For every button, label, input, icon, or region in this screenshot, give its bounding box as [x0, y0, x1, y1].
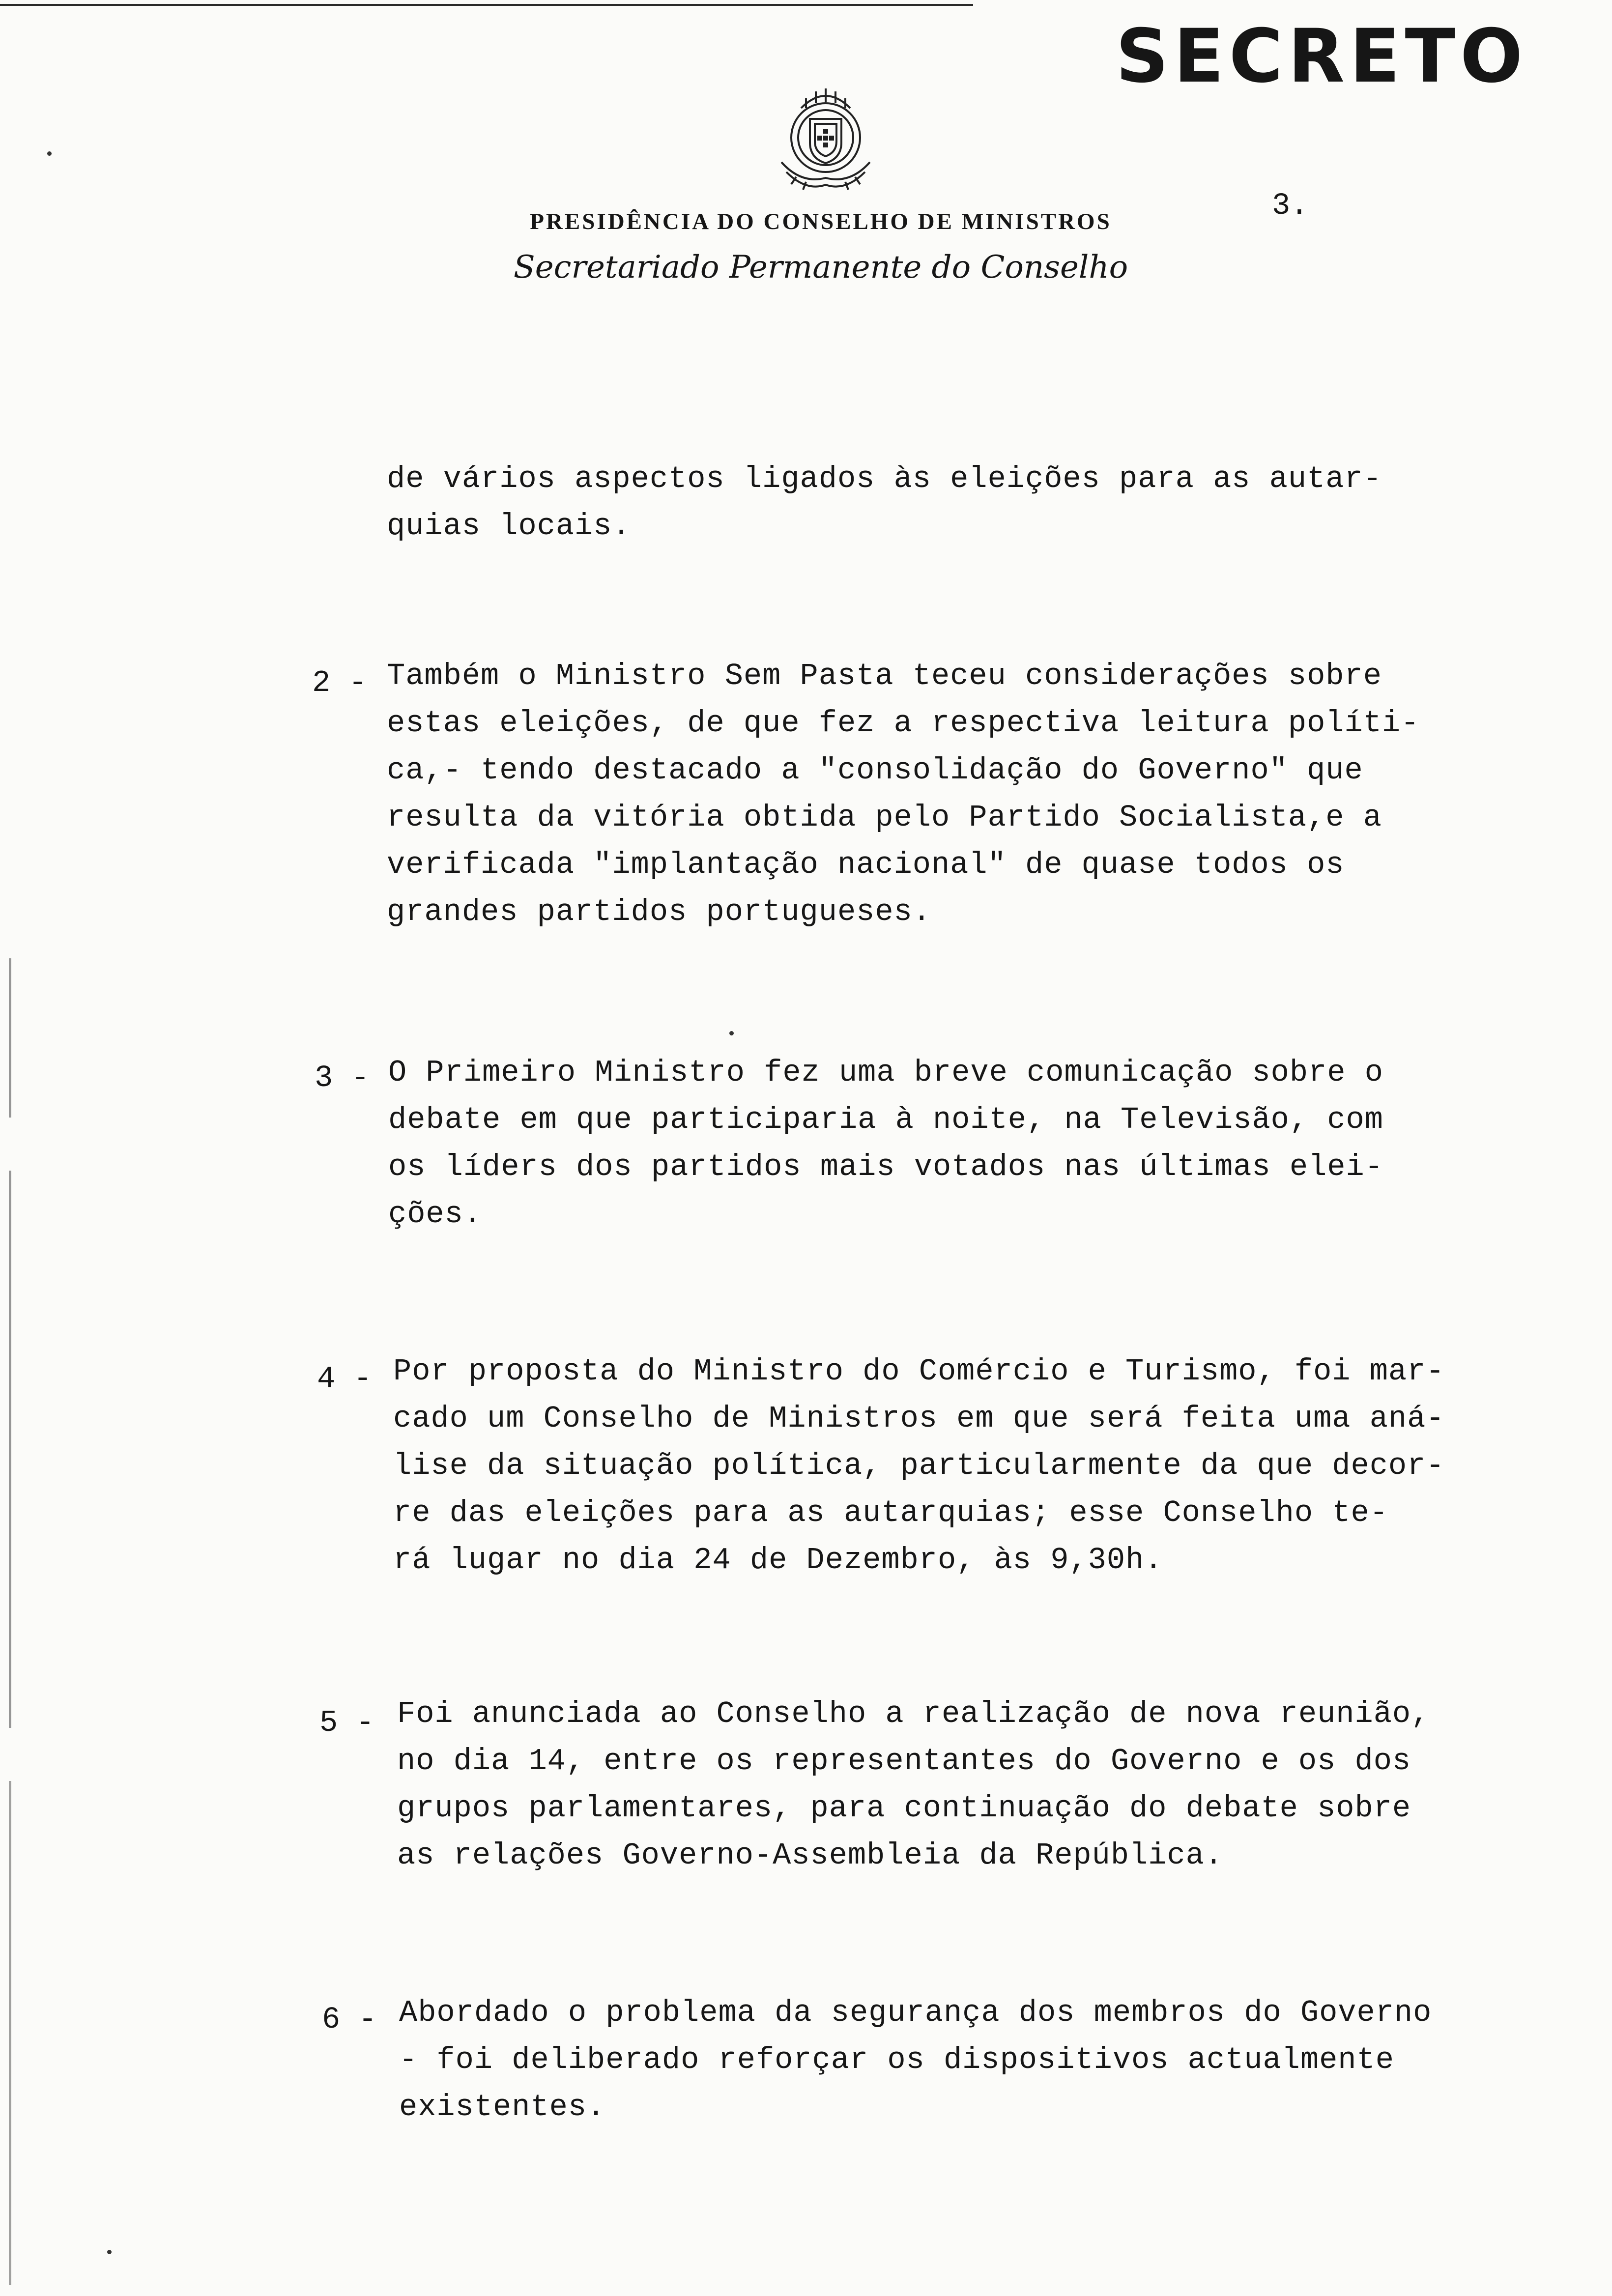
intro-paragraph: de vários aspectos ligados às eleições para as autar- quias locais. — [387, 461, 1382, 544]
scan-speck — [729, 1031, 734, 1035]
item-text: Abordado o problema da segurança dos membros do Governo - foi deliberado reforçar os dispositivos actualmente existentes. — [399, 1995, 1432, 2124]
portuguese-coat-of-arms-icon — [767, 74, 885, 197]
page-number: 3. — [1272, 188, 1309, 223]
item-number: 6 - — [322, 2002, 377, 2037]
item-number: 3 - — [315, 1061, 370, 1095]
item-number: 4 - — [317, 1361, 372, 1396]
header-subtitle: Secretariado Permanente do Conselho — [513, 249, 1128, 286]
header-title: PRESIDÊNCIA DO CONSELHO DE MINISTROS — [530, 209, 1112, 234]
item-text: O Primeiro Ministro fez uma breve comunicação sobre o debate em que participaria à noite, na Televisão, com os líders dos partidos mais votados nas últimas elei- ções. — [388, 1055, 1383, 1232]
scan-speck — [107, 2250, 112, 2254]
item-text: Foi anunciada ao Conselho a realização de nova reunião, no dia 14, entre os representantes do Governo e os dos grupos parlamentares, para continuação do debate sobre as relações Governo-Assembleia da República. — [397, 1696, 1430, 1873]
scan-speck — [47, 151, 52, 156]
classification-stamp: SECRETO — [1116, 14, 1528, 99]
item-number: 2 - — [312, 665, 367, 700]
scan-edge-artifact — [9, 958, 11, 2285]
item-number: 5 - — [319, 1705, 374, 1740]
top-rule — [0, 4, 973, 6]
item-text: Por proposta do Ministro do Comércio e Turismo, foi mar- cado um Conselho de Ministros em que será feita uma aná- lise da situação política, particularmente da que decor- re das eleições para as autarquias; esse Conselho te- rá lugar no dia 24 de Dezembro, às 9,30h. — [393, 1354, 1445, 1578]
item-text: Também o Ministro Sem Pasta teceu considerações sobre estas eleições, de que fez a respectiva leitura políti- ca,- tendo destacado a "consolidação do Governo" que resulta da vitória obtida pelo Partido Socialista,e a verificada "implantação nacional" de quase todos os grandes partidos portugueses. — [387, 659, 1420, 929]
